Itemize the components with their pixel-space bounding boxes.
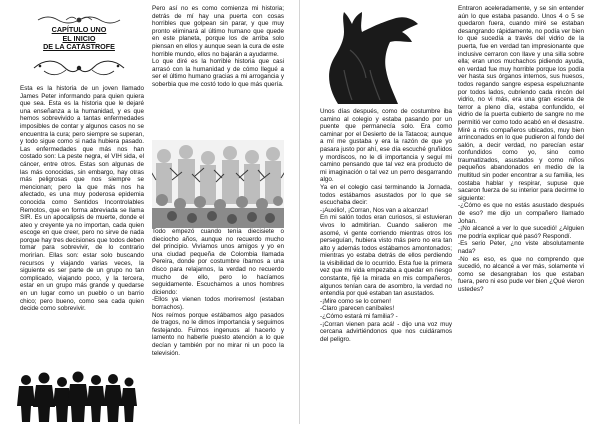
paragraph: -¡Auxilio!, ¡Corran, Nos van a alcanzar! [320, 206, 429, 214]
paragraph: -Ellos ya vienen todos moriremos! (estaban borrachos). [152, 296, 284, 311]
left-column-1 [20, 85, 144, 370]
paragraph: -¡Mire como se lo comen! [320, 297, 392, 305]
paragraph: -Es serio Peter, ¿no viste absolutamente nada? [458, 240, 584, 255]
paragraph: Entraron aceleradamente, y se sin entender aún lo que estaba pasando. Unos 4 o 5 se quedaron fuera, cuando miré se estaban desangrando rápidamente, no podía ver bien lo que sucedía a través del vidrio de la puerta, fue en verdad tan impresionante que inclusive cerraron con llave y una silla sobre ella; eran unos muchachos pidiendo ayuda, en verdad fue muy horrible porque los podía ver hasta sus órganos internos, sus huesos, todos regando sangre espesa espeluznante por todos lados, cubriendo cada rincón del vidrio, no vi más, era una gran escena de terror a pleno día, estaba confundido, el vidrio de la puerta cubierto de sangre no me permitió ver como todo acabó en el desastre. [458, 5, 584, 126]
chapter-number: CAPÍTULO UNO [51, 25, 107, 34]
paragraph: Nos reímos porque estábamos algo pasados de tragos, no le dimos importancia y seguimos festejando. Fuimos ingenuos al hacerlo y lamento no haberle puesto atención a lo que decían y también por no mirar ni un poco la televisión. [152, 311, 284, 357]
left-column-2 [152, 5, 284, 155]
paragraph: Lo que diré es la horrible historia que casi arrasó con la humanidad y de cómo llegué a ser el último humano gracias a mi arrogancia y soberbia que me costó todo lo que más quería. [152, 58, 284, 88]
paragraph: Miré a mis compañeros ubicados, muy bien arrinconados en lo que pudieron al fondo del salón, a decir verdad, no parecían estar confundidos como yo, sino como traumatizados, asustados y como niños pequeños abandonados en medio de la multitud sin poder encontrar a su familia, les costaba hablar y respirar, supuse que sacaron fuerza de su interior para decirme lo siguiente: [458, 126, 584, 202]
zombie-crowd-illustration [152, 140, 284, 228]
chapter-subtitle-1: EL INICIO [62, 33, 96, 43]
left-column-2-bottom [152, 228, 284, 418]
floral-ornament-icon [30, 57, 128, 79]
howling-wolf-illustration [314, 10, 424, 104]
paragraph: -Claro ¡parecen caníbales! [320, 305, 395, 313]
chapter-title [20, 26, 138, 52]
crowd-silhouette [14, 370, 140, 422]
paragraph: En mi salón todos eran curiosos, si estuvieran vivos lo admitirían. Cuando salieron me asomé, vi gente corriendo mientras otros los perseguían, hubiera visto más pero no era tan alto y además todos estábamos amontonados; mientras yo estaba detrás de ellos perdiendo la visibilidad de lo ocurrido. Esta fue la primera vez que mi vida empezaba a quedar en riesgo constante, fijé la mirada en mis compañeros, algunos tenían cara de asombro, la verdad no entendía por qué estaban tan asustados. [320, 214, 452, 298]
right-page [300, 0, 600, 424]
chapter-subtitle-2: DE LA CATÁSTROFE [43, 42, 115, 52]
paragraph: Ya en el colegio casi terminando la Jornada, todos estábamos asustados por lo que se escuchaba decir: [320, 183, 452, 207]
paragraph: Todo empezó cuando tenía diecisiete o dieciocho años, aunque no recuerdo mucho del principio. Vivíamos unos amigos y yo en una ciudad pequeña de Colombia llamada Pereira, donde por costumbre íbamos a una disco para relajarnos, la verdad no recuerdo mucho de ello, pero lo hacíamos seguidamente. Escuchamos a unos hombres diciendo: [152, 228, 284, 296]
paragraph: Pero así no es como comienza mi historia; detrás de mí hay una puerta con cosas horribles que golpean sin parar, y que muy pronto eliminará al último humano que quede en este planeta, porque los de arriba solo piensan en ellos y aunque sean la cura de este horrible mundo, ellos no bajarán a ayudarme. [152, 5, 284, 58]
paragraph: -¡No alcancé a ver lo que sucedió! ¿Alguien me podría explicar qué pasó? Respondí. [458, 225, 584, 240]
paragraph: -¿Cómo estará mi familia? - [320, 313, 398, 321]
paragraph: Esta es la historia de un joven llamado James Peter informando para quien quiera que sea. Esta es la historia que le dejaré una enseñanza a la humanidad, y es que hemos sobrevivido a tantas enfermedades imposibles de contar y algunos casos no se encuentra la cura; pero siempre se superan, y todo sigue como si nada hubiera pasado. Las enfermedades que más nos han costado son: La peste negra, el VIH sida, el cáncer, entre otros. Estas son algunas de las más conocidas, sin embargo, hay otras más peligrosas que nos siempre se mencionan; pero la que más nos ha afectado, es una muy poderosa epidemia conocida como Sentidos Incontrolables Remotos, que en forma abreviada se llama SIR. Es un apocalipsis de muerte, donde el ateo y creyente ya no importan, cada quien escoge en que creer, pero no sirve de nada porque hay tres decisiones que todos deben tomar para sobrevivir, de lo contrario morirían. Ellas son: estar solo buscando recursos y viajando varias veces, la siguiente es ser parte de un grupo no tan complicado, viajando poco, y la tercera, estar en un grupo más grande y quedarse en un lugar como un pueblo o un barrio chico; pero bueno, como sea cada quien decide como sobrevivir. [20, 85, 144, 313]
paragraph: -¿Cómo es que no estás asustado después de eso? me dijo un compañero llamado Johan. [458, 202, 584, 225]
right-column-2 [458, 5, 584, 417]
paragraph: -¡Corran vienen para acá! - dijo una voz muy cercana advirtiéndonos que nos cuidáramos del peligro. [320, 320, 452, 343]
paragraph: Unos días después, como de costumbre iba camino al colegio y estaba pasando por un puente que permanecía solo. Era como caminar por el Desierto de la Tatacoa; aunque a mí me gustaba y era la razón de que yo pasara justo por ahí, ese día escuché gruñidos y mordiscos, no le di importancia y seguí mi camino pensando que tal vez era producto de mi imaginación o tal vez un perro desgarrando algo. [320, 108, 452, 184]
paragraph: -No es eso, es que no comprendo que sucedió, no alcancé a ver más, solamente vi como se desangraban los que estaban fuera, pero ni eso pude ver bien ¿Qué vieron ustedes? [458, 255, 584, 293]
right-column-1 [320, 108, 452, 420]
